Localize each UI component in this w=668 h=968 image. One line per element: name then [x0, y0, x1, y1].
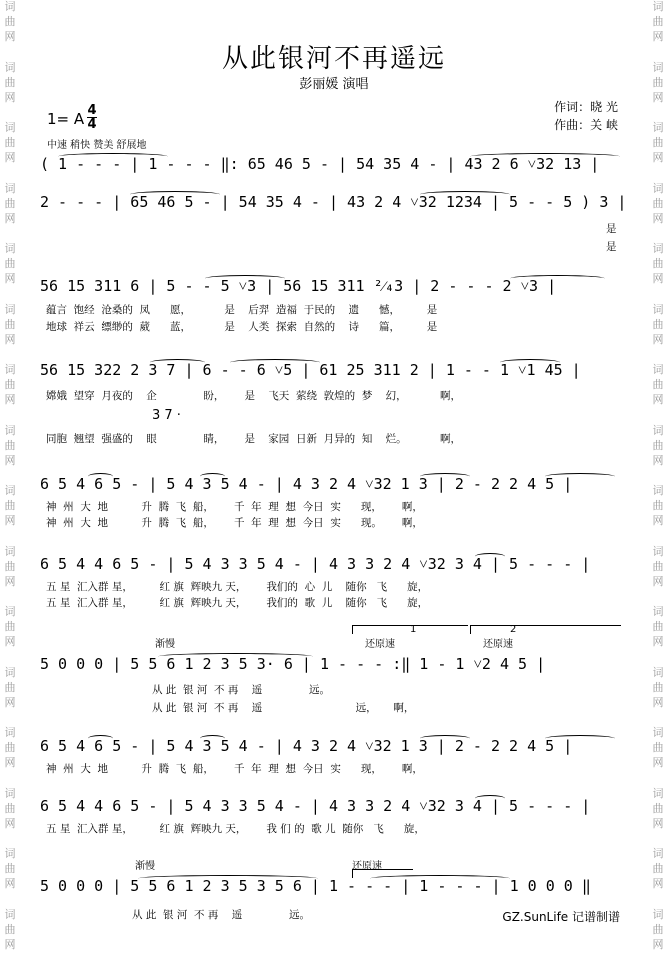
- watermark-char: 词: [652, 726, 664, 739]
- watermark-char: 词: [652, 847, 664, 860]
- watermark-char: 网: [652, 90, 664, 104]
- watermark-char: 曲: [652, 922, 664, 936]
- watermark-char: 词: [4, 0, 16, 13]
- watermark-char: 网: [652, 574, 664, 588]
- watermark-char: 曲: [4, 196, 16, 210]
- footer-credit: GZ.SunLife 记谱制谱: [502, 910, 620, 924]
- lyric: 是: [606, 223, 617, 235]
- watermark-char: 曲: [4, 620, 16, 633]
- watermark-char: 词: [4, 544, 16, 558]
- watermark-char: 曲: [652, 862, 664, 875]
- watermark-char: 曲: [652, 438, 664, 452]
- lyric: 从 此 银 河 不 再 遥 远。: [132, 909, 310, 921]
- watermark-char: 网: [652, 877, 664, 890]
- composer: 作曲：关 峡: [554, 118, 618, 132]
- watermark-char: 曲: [652, 257, 664, 270]
- watermark-char: 词: [4, 60, 16, 74]
- song-title: 从此银河不再遥远: [221, 44, 446, 74]
- watermark-char: 网: [652, 272, 664, 285]
- watermark-char: 词: [4, 907, 16, 921]
- watermark-char: 网: [4, 635, 16, 648]
- lyric: 是: [606, 241, 617, 253]
- watermark-char: 网: [652, 514, 664, 527]
- watermark-char: 曲: [652, 378, 664, 391]
- watermark-char: 曲: [652, 499, 664, 512]
- watermark-char: 曲: [4, 75, 16, 89]
- watermark-char: 网: [4, 211, 16, 225]
- watermark-char: 词: [4, 242, 16, 255]
- watermark-char: 网: [652, 756, 664, 769]
- watermark-char: 词: [4, 423, 16, 437]
- watermark-char: 网: [4, 332, 16, 346]
- watermark-char: 网: [4, 272, 16, 285]
- watermark-char: 曲: [4, 499, 16, 512]
- watermark-char: 曲: [652, 559, 664, 573]
- watermark-char: 词: [652, 242, 664, 255]
- watermark-char: 网: [4, 393, 16, 406]
- notes: 5 0 0 0 | 5 5 6 1 2 3 5 3· 6 | 1 - - - :‖ 1 - 1 ˅2 4 5 |: [40, 655, 546, 673]
- watermark-char: 网: [4, 90, 16, 104]
- watermark-char: 曲: [652, 680, 664, 694]
- watermark-char: 曲: [4, 15, 16, 28]
- watermark-char: 曲: [4, 741, 16, 754]
- volta-2: 2: [510, 624, 517, 635]
- lyric: 五 星 汇入群 星， 红 旗 辉映九 天， 我们的 歌 儿 随你 飞 旋，: [46, 597, 429, 609]
- watermark-char: 网: [652, 393, 664, 406]
- watermark-char: 词: [4, 363, 16, 376]
- notes: 6 5 4 6 5 - | 5 4 3 5 4 - | 4 3 2 4 ˅32 1 3 | 2 - 2 2 4 5 |: [40, 737, 573, 755]
- notes: 2 - - - | 65 46 5 - | 54 35 4 - | 43 2 4 ˅32 1234 | 5 - - 5 ) 3 |: [40, 193, 627, 211]
- watermark-char: 曲: [652, 15, 664, 28]
- watermark-left: [2, 0, 18, 968]
- watermark-char: 曲: [4, 317, 16, 331]
- lyric: 地球 祥云 缥缈的 葳 蓝， 是 人类 探索 自然的 诗 篇， 是: [46, 321, 438, 333]
- watermark-char: 词: [652, 665, 664, 679]
- watermark-char: 曲: [652, 801, 664, 815]
- watermark-char: 词: [652, 484, 664, 497]
- watermark-char: 网: [4, 151, 16, 164]
- watermark-char: 曲: [4, 862, 16, 875]
- lyric: 从 此 银 河 不 再 遥 远。: [152, 684, 330, 696]
- watermark-char: 曲: [652, 741, 664, 754]
- notes: 6 5 4 4 6 5 - | 5 4 3 3 5 4 - | 4 3 3 2 4 ˅32 3 4 | 5 - - - |: [40, 555, 591, 573]
- watermark-char: 网: [4, 695, 16, 709]
- watermark-char: 词: [652, 786, 664, 800]
- lyric: 神 州 大 地 升 腾 飞 船， 千 年 理 想 今日 实 现， 啊，: [46, 763, 423, 775]
- watermark-right: [650, 0, 666, 968]
- watermark-char: 词: [652, 302, 664, 316]
- lyric: 从 此 银 河 不 再 遥 远， 啊，: [152, 702, 415, 714]
- notes: 56 15 322 2 3 7 | 6 - - 6 ˅5 | 61 25 311 2 | 1 - - 1 ˅1 45 |: [40, 361, 581, 379]
- watermark-char: 网: [652, 453, 664, 467]
- watermark-char: 网: [4, 30, 16, 43]
- notes: 6 5 4 6 5 - | 5 4 3 5 4 - | 4 3 2 4 ˅32 1 3 | 2 - 2 2 4 5 |: [40, 475, 573, 493]
- lyric: 五 星 汇入群 星， 红 旗 辉映九 天， 我 们 的 歌 儿 随你 飞 旋，: [46, 823, 425, 835]
- watermark-char: 词: [4, 302, 16, 316]
- watermark-char: 网: [652, 211, 664, 225]
- watermark-char: 词: [4, 181, 16, 195]
- key-signature: 1= A: [47, 110, 85, 128]
- alt-notes: 3 7 ·: [152, 408, 181, 423]
- watermark-char: 词: [652, 605, 664, 618]
- watermark-char: 词: [4, 786, 16, 800]
- rit-marking: 渐慢: [155, 639, 175, 650]
- time-signature: [87, 104, 97, 131]
- watermark-char: 网: [4, 816, 16, 830]
- watermark-char: 网: [4, 453, 16, 467]
- watermark-char: 词: [4, 121, 16, 134]
- notes: 6 5 4 4 6 5 - | 5 4 3 3 5 4 - | 4 3 3 2 4 ˅32 3 4 | 5 - - - |: [40, 797, 591, 815]
- watermark-char: 词: [4, 605, 16, 618]
- watermark-char: 曲: [652, 136, 664, 149]
- watermark-char: 曲: [4, 136, 16, 149]
- watermark-char: 曲: [652, 317, 664, 331]
- lyric: 同胞 翘望 强盛的 眼 睛， 是 家园 日新 月异的 知 烂。 啊，: [46, 433, 462, 445]
- watermark-char: 网: [652, 695, 664, 709]
- watermark-char: 词: [652, 181, 664, 195]
- lyric: 神 州 大 地 升 腾 飞 船， 千 年 理 想 今日 实 现， 啊，: [46, 501, 423, 513]
- a-tempo-marking: 还原速: [483, 639, 513, 650]
- notes: ( 1 - - - | 1 - - - ‖: 65 46 5 - | 54 35 4 - | 43 2 6 ˅32 13 |: [40, 155, 600, 173]
- lyricist: 作词：晓 光: [554, 100, 618, 114]
- watermark-char: 词: [4, 665, 16, 679]
- watermark-char: 词: [652, 423, 664, 437]
- watermark-char: 曲: [4, 559, 16, 573]
- watermark-char: 网: [652, 816, 664, 830]
- watermark-char: 词: [4, 484, 16, 497]
- rit-marking: 渐慢: [135, 861, 155, 872]
- watermark-char: 曲: [652, 620, 664, 633]
- watermark-char: 词: [652, 0, 664, 13]
- a-tempo-marking: 还原速: [365, 639, 395, 650]
- watermark-char: 词: [652, 121, 664, 134]
- lyric: 蕴言 饱经 沧桑的 凤 愿， 是 后羿 造福 于民的 遗 憾， 是: [46, 304, 438, 316]
- watermark-char: 词: [652, 363, 664, 376]
- notes: 5 0 0 0 | 5 5 6 1 2 3 5 3 5 6 | 1 - - - | 1 - - - | 1 0 0 0 ‖: [40, 877, 591, 895]
- watermark-char: 曲: [4, 922, 16, 936]
- watermark-char: 网: [4, 877, 16, 890]
- watermark-char: 词: [4, 726, 16, 739]
- watermark-char: 网: [4, 937, 16, 951]
- notes: 56 15 311 6 | 5 - - 5 ˅3 | 56 15 311 ²⁄₄3 | 2 - - - 2 ˅3 |: [40, 277, 557, 295]
- tempo-marking: 中速 稍快 赞美 舒展地: [47, 140, 147, 151]
- lyric: 五 星 汇入群 星， 红 旗 辉映九 天， 我们的 心 儿 随你 飞 旋，: [46, 581, 429, 593]
- watermark-char: 网: [4, 574, 16, 588]
- watermark-char: 曲: [4, 801, 16, 815]
- watermark-char: 曲: [4, 378, 16, 391]
- watermark-char: 词: [652, 544, 664, 558]
- watermark-char: 网: [652, 937, 664, 951]
- watermark-char: 词: [652, 60, 664, 74]
- watermark-char: 曲: [652, 75, 664, 89]
- watermark-char: 网: [652, 332, 664, 346]
- watermark-char: 网: [4, 514, 16, 527]
- singer: 彭丽媛 演唱: [299, 77, 369, 92]
- watermark-char: 词: [4, 847, 16, 860]
- watermark-char: 网: [652, 151, 664, 164]
- watermark-char: 网: [4, 756, 16, 769]
- time-numerator: 4: [87, 103, 97, 118]
- watermark-char: 曲: [4, 438, 16, 452]
- time-denominator: 4: [87, 117, 97, 132]
- watermark-char: 曲: [652, 196, 664, 210]
- watermark-char: 词: [652, 907, 664, 921]
- volta-1: 1: [410, 624, 417, 635]
- watermark-char: 曲: [4, 680, 16, 694]
- lyric: 嫦娥 望穿 月夜的 企 盼， 是 飞天 萦绕 敦煌的 梦 幻， 啊，: [46, 390, 462, 402]
- a-tempo-marking: 还原速: [352, 861, 382, 872]
- watermark-char: 网: [652, 30, 664, 43]
- watermark-char: 曲: [4, 257, 16, 270]
- watermark-char: 网: [652, 635, 664, 648]
- lyric: 神 州 大 地 升 腾 飞 船， 千 年 理 想 今日 实 现。 啊，: [46, 517, 423, 529]
